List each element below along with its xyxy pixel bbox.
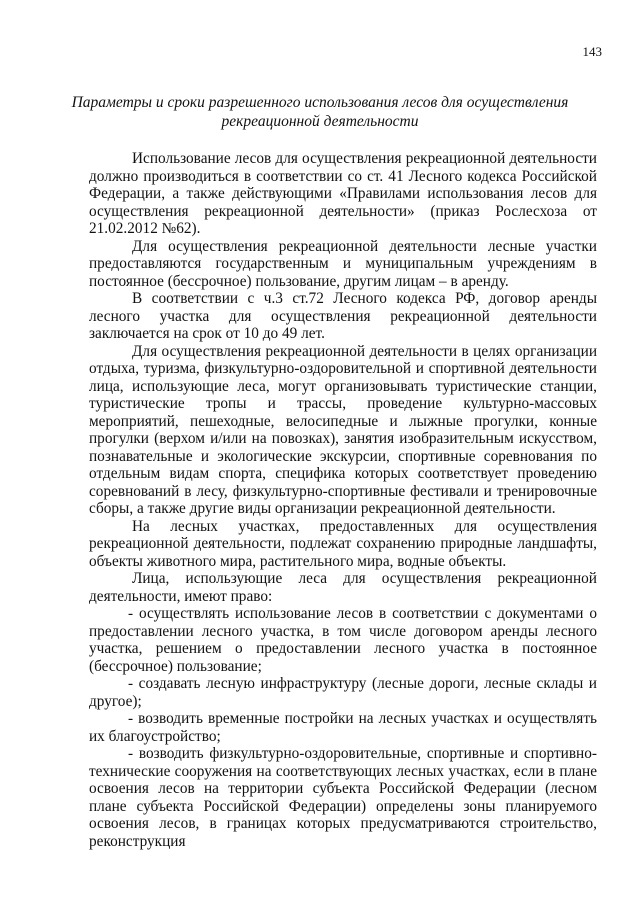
page-number: 143 <box>582 44 602 59</box>
paragraph: Лица, использующие леса для осуществления рекреационной деятельности, имеют право: <box>89 570 597 605</box>
paragraph: Для осуществления рекреационной деятельности лесные участки предоставляются государственным и муниципальным учреждениям в постоянное (бессрочное) пользование, другим лицам – в аренду. <box>89 237 597 290</box>
paragraph: На лесных участках, предоставленных для осуществления рекреационной деятельности, подлежат сохранению природные ландшафты, объекты животного мира, растительного мира, водные объекты. <box>89 517 597 570</box>
paragraph: Использование лесов для осуществления рекреационной деятельности должно производиться в соответствии со ст. 41 Лесного кодекса Российской Федерации, а также действующими «Правилами использования лесов для осуществления рекреационной деятельности» (приказ Рослесхоза от 21.02.2012 №62). <box>89 150 597 237</box>
list-item: - создавать лесную инфраструктуру (лесные дороги, лесные склады и другое); <box>89 675 597 710</box>
document-body <box>89 150 597 850</box>
list-item: - осуществлять использование лесов в соответствии с документами о предоставлении лесного участка, в том числе договором аренды лесного участка, решением о предоставлении лесного участка в постоянное (бессрочное) пользование; <box>89 605 597 675</box>
paragraph: Для осуществления рекреационной деятельности в целях организации отдыха, туризма, физкультурно-оздоровительной и спортивной деятельности лица, использующие леса, могут организовывать туристические станции, туристические тропы и трассы, проведение культурно-массовых мероприятий, пешеходные, велосипедные и лыжные прогулки, конные прогулки (верхом и/или на повозках), занятия изобразительным искусством, познавательные и экологические экскурсии, спортивные соревнования по отдельным видам спорта, специфика которых соответствует проведению соревнований в лесу, физкультурно-спортивные фестивали и тренировочные сборы, а также другие виды организации рекреационной деятельности. <box>89 342 597 517</box>
list-item: - возводить физкультурно-оздоровительные, спортивные и спортивно-технические сооружения на соответствующих лесных участках, если в плане освоения лесов на территории субъекта Российской Федерации (лесном плане субъекта Российской Федерации) определены зоны планируемого освоения лесов, в границах которых предусматриваются строительство, реконструкция <box>89 745 597 850</box>
paragraph: В соответствии с ч.3 ст.72 Лесного кодекса РФ, договор аренды лесного участка для осуществления рекреационной деятельности заключается на срок от 10 до 49 лет. <box>89 290 597 342</box>
section-title: Параметры и сроки разрешенного использования лесов для осуществления рекреационной деятельности <box>71 94 569 130</box>
list-item: - возводить временные постройки на лесных участках и осуществлять их благоустройство; <box>89 710 597 745</box>
